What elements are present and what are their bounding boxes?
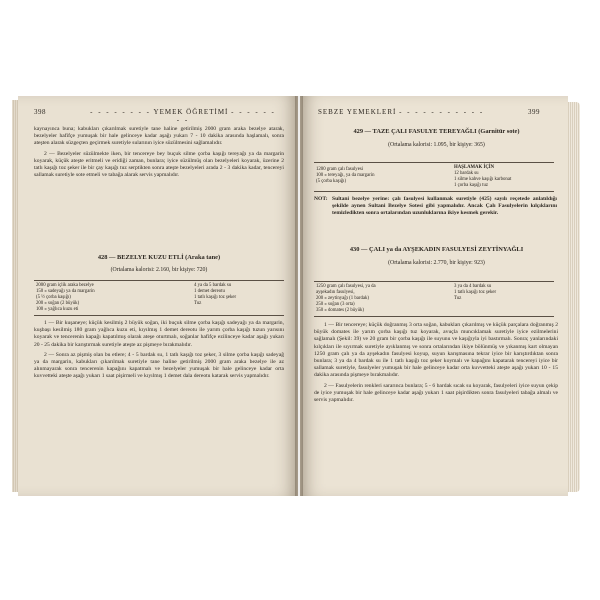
ingredient: 200 » soğan (2 büyük): [36, 301, 80, 306]
recipe-430-calories: (Ortalama kalorisi: 2.770, bir kişiye: 923): [388, 260, 485, 266]
ingredient: 12 bardak su: [454, 171, 479, 176]
ingredient: 3 ya da 4 bardak su: [454, 284, 492, 289]
ingredient: 200 » zeytinyağı (1 bardak): [316, 296, 370, 301]
intro-paragraph: 2 — Bezelyeler süzülmekte iken, bir tencereye bey buçuk silme çorba kaşığı tereyağı ya da margarin koyarak, küçük ateşte eritmeli ve eridiği zaman, bunlara; iyice süzülmüş olan bezelyeleri koyarak, üzerine 2 tatlı kaşığı toz şeker ile bir çay kaşığı tuz serptikten sonra ateşte bezelyeleri arada 2 - 3 dakika kadar, tencereyi sallamak suretiyle sote etmeli ve tabağa alarak servis yapmalıdır.: [34, 150, 284, 179]
left-intro-text: [34, 126, 284, 182]
recipe-428-steps: [34, 320, 284, 384]
right-header-text: SEBZE YEMEKLERİ: [318, 108, 397, 116]
book-gutter: [295, 96, 303, 496]
recipe-430-steps: [314, 322, 558, 407]
left-header-text: YEMEK ÖĞRETİMİ: [153, 108, 229, 116]
ingredient: 1 tatlı kaşığı toz şeker: [454, 290, 497, 295]
right-page-number: 399: [528, 108, 540, 116]
ingredient: 250 » soğan (3 orta): [316, 302, 355, 307]
ingredient: 4 ya da 5 bardak su: [194, 283, 232, 288]
ingredient: 1250 gram çalı fasulyesi, ya da: [316, 284, 376, 289]
recipe-429-ingredients: [314, 162, 554, 192]
ingredient: Tuz: [194, 301, 202, 306]
ingredient-heading: HAŞLAMAK İÇİN: [454, 165, 495, 170]
recipe-430-ingredients: [314, 281, 554, 317]
ingredient: ayşekadın fasulyesi,: [316, 290, 355, 295]
right-page-header: SEBZE YEMEKLERİ - - - - - - - - - - -: [318, 108, 485, 116]
ingredient: 1 silme kahve kaşığı karbonat: [454, 177, 512, 182]
right-page-edges: [566, 102, 580, 492]
right-page: [300, 96, 568, 496]
ingredient: 100 » yağlıca kuzu eti: [36, 307, 79, 312]
ingredient: (5 çorba kaşığı): [316, 179, 347, 184]
ingredient: 1200 gram çalı fasulyesi: [316, 167, 364, 172]
ingredient: 1 çorba kaşığı tuz: [454, 183, 488, 188]
note-label: NOT:: [314, 196, 328, 202]
step-paragraph: 2 — Fasulyelerin renkleri sararınca bunlara; 5 - 6 bardak sıcak su koyarak, fasulyeleri iyice suyun çekip de iyice yumuşak bir hale gelinceye kadar aşağı yukarı 1 saat pişirdikten sonra fasulyeleri tabağa almalı ve servis yapmalıdır.: [314, 382, 558, 404]
ingredient: 1 demet dereotu: [194, 289, 225, 294]
recipe-429-calories: (Ortalama kalorisi: 1.095, bir kişiye: 365): [388, 142, 485, 148]
step-paragraph: 1 — Bir kuşaneye; küçük kesilmiş 2 büyük soğan, iki buçuk silme çorba kaşığı sadeyağı ya da margarin, kuşbaşı kesilmiş 180 gram yağlıca kuzu eti, kıyılmış 1 demet dereotu ile yarım çorba kaşığı tuzun yarısını koyarak ve tencerenin kapağı kapatılmış olarak ateşe oturtmalı, soğanlar hafifçe ezilinceye kadar aşağı yukarı 20 - 25 dakika bir karıştırmak suretiyle ateşte az pişmeye bırakmalıdır.: [34, 320, 284, 348]
left-page-number: 398: [34, 108, 46, 116]
ingredient: 2000 gram içlik araka bezelye: [36, 283, 94, 288]
recipe-430-title: 430 — ÇALI ya da AYŞEKADIN FASULYESİ ZEYTİNYAĞLI: [349, 246, 524, 253]
left-page-header: - - - - - - - - YEMEK ÖĞRETİMİ - - - - - - - -: [90, 108, 276, 124]
ingredient: (5 ½ çorba kaşığı): [36, 295, 71, 300]
recipe-428-ingredients: [34, 280, 284, 316]
ingredient: 150 » sadeyağı ya da margarin: [36, 289, 95, 294]
left-page: [18, 96, 298, 496]
step-paragraph: 2 — Sonra az pişmiş olan bu etlere; 4 - 5 bardak su, 1 tatlı kaşığı toz şeker, 3 silme çorba kaşığı sadeyağ ya da margarin, kabukları çıkarılmak suretiyle tane haline getirilmiş 2000 gram araka bezelye ile az alınmayarak sonra tencerenin kapağını kapatmalı ve bezelyeler yumuşak bir hale gelinceye kadar orta kuvvetteki ateşte aşağı yukarı 1 saat pişirmeli ve kıyılmış 1 demet dala dereotu katarak servis yapmalıdır.: [34, 351, 284, 380]
ingredient: 350 » domates (2 büyük): [316, 308, 364, 313]
note-text: Sultani bezelye yerine: çalı fasulyesi kullanmak suretiyle (425) sayılı reçetede anlatıldığı şekilde aynen Sultani Bezelye Sotesi gibi yapmalıdır. Ancak Çalı Fasulyelerin kılçıklarını temizledikten sonra ortalarından uzunluklarına ikiye kesmek gerekir.: [332, 196, 557, 217]
recipe-428-calories: (Ortalama kalorisi: 2.160, bir kişiye: 720): [110, 267, 208, 273]
recipe-428-title: 428 — BEZELYE KUZU ETLİ (Araka tane): [97, 254, 221, 261]
recipe-429-title: 429 — TAZE ÇALI FASULYE TEREYAĞLI (Garnitür sote): [353, 128, 520, 135]
step-paragraph: 1 — Bir tencereye; küçük doğranmış 3 orta soğan, kabukları çıkarılmış ve küçük parçalara doğranmış 2 büyük domates ile yarım çorba kaşığı tuz koyarak, avuçla muncıklamak suretiyle iyice ezilmelerini sağlamalı (Şekil: 39) ve 20 gram bir çorba kaşığı ile suyunu ve kaşığıyla iyi bastırmalı. Sonra; yanlarındaki kılçıkları ile sıyırmak suretiyle ayıklanmış ve sonra ortalarından ikiye bölünmüş ve yıkanmış kart olmayan 1250 gram çalı ya da ayşekadın fasulyesi koyup, suyun karışmasına tekrar iyice bir karıştırdıktan sonra bunlara; 3 ya da 4 bardak su ile 1 tatlı kaşığı toz şeker koymalı ve kapağını kapatarak tencereyi iyice bir sallamak suretiyle, fasulyeler yumuşak bir hale gelinceye kadar orta kuvvetteki ateşte aşağı yukarı 10 - 15 dakika arasında pişmeye bırakmalıdır.: [314, 322, 558, 379]
ingredient: 1 tatlı kaşığı toz şeker: [194, 295, 237, 300]
intro-paragraph: kaynayınca buna; kabukları çıkarılmak suretiyle tane haline getirilmiş 2000 gram araka bezelye atarak, bezelyeler hafifçe yumuşak bir hale gelinceye kadar aşağı yukarı 7 - 10 dakika arasında haşlamalı, sonra ateşten alarak süzgeçten geçirmek suretiyle sularının iyice süzülmesini sağlamalıdır.: [34, 126, 284, 147]
ingredient: 100 » tereyağı, ya da margarin: [316, 173, 375, 178]
ingredient: Tuz: [454, 296, 462, 301]
